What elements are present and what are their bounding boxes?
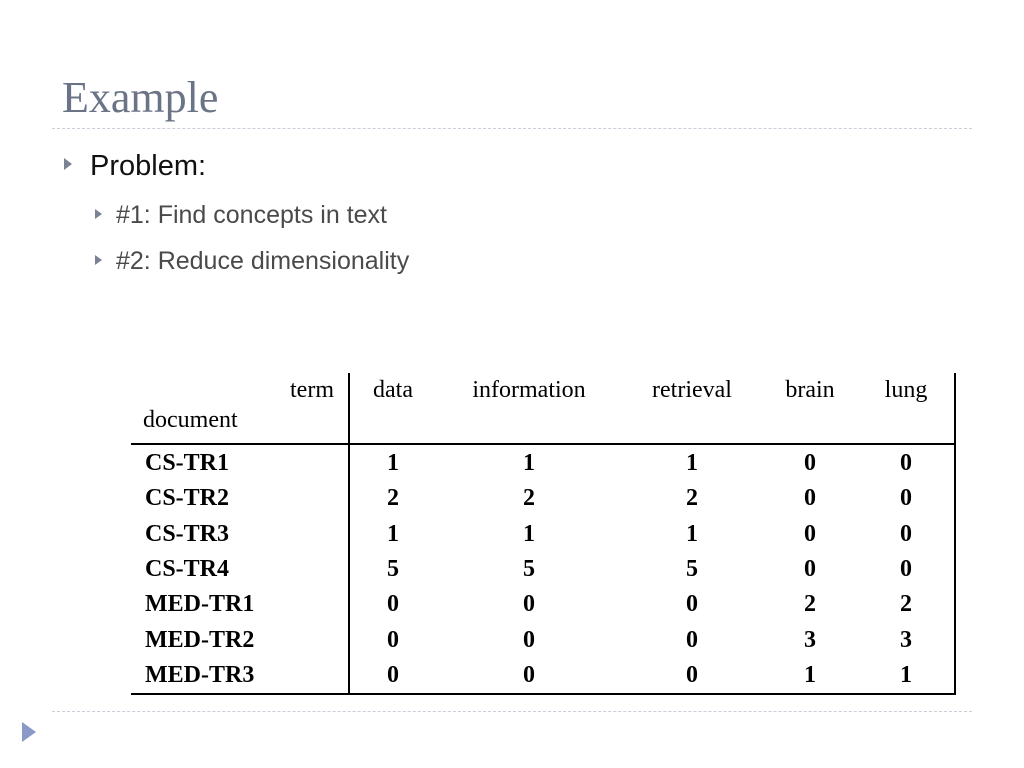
corner-term-label: term	[131, 373, 349, 405]
table-row	[131, 587, 955, 622]
sub-bullet-1	[95, 199, 387, 231]
table-cell: 0	[686, 591, 698, 618]
table-cell: 0	[387, 626, 399, 653]
table-cell: 0	[622, 658, 762, 694]
table-cell: 2	[686, 485, 698, 512]
col-header-lung: lung	[858, 373, 955, 405]
next-slide-arrow-icon[interactable]	[22, 722, 36, 742]
table-cell: 2	[523, 485, 535, 512]
triangle-bullet-icon	[95, 255, 102, 265]
row-label: CS-TR4	[131, 551, 349, 586]
row-label: CS-TR3	[131, 516, 349, 551]
bullet-problem	[64, 148, 206, 184]
table-row	[131, 516, 955, 551]
table-row	[131, 551, 955, 586]
sub-bullet-2-text: #2: Reduce dimensionality	[116, 247, 410, 275]
triangle-bullet-icon	[95, 209, 102, 219]
slide-title: Example	[62, 73, 219, 122]
table-row	[131, 444, 955, 480]
row-label: MED-TR3	[131, 658, 349, 694]
table-cell: 0	[523, 591, 535, 618]
table-cell: 5	[523, 555, 535, 582]
corner-document-label: document	[131, 405, 349, 444]
table-cell: 5	[686, 555, 698, 582]
table-cell: 1	[686, 449, 698, 476]
footer-divider	[52, 711, 972, 712]
table-row	[131, 622, 955, 657]
table-cell: 0	[804, 555, 816, 582]
row-label: CS-TR1	[131, 444, 349, 480]
table-cell: 3	[804, 626, 816, 653]
table-cell: 0	[523, 626, 535, 653]
table-cell: 1	[523, 520, 535, 547]
table-cell: 0	[686, 626, 698, 653]
table-cell: 1	[686, 520, 698, 547]
table-cell: 1	[523, 449, 535, 476]
table-cell: 0	[804, 520, 816, 547]
table-row	[131, 480, 955, 515]
triangle-bullet-icon	[64, 158, 72, 170]
table-cell: 0	[858, 480, 955, 515]
table-cell: 1	[387, 449, 399, 476]
col-header-information: information	[472, 377, 586, 403]
col-header-data: data	[373, 377, 413, 403]
table-cell: 1	[858, 658, 955, 694]
table-cell: 0	[436, 658, 622, 694]
table-cell: 0	[858, 516, 955, 551]
col-header-brain: brain	[785, 377, 835, 403]
row-label: MED-TR1	[131, 587, 349, 622]
sub-bullet-2	[95, 245, 409, 277]
table-cell: 2	[804, 591, 816, 618]
table-cell: 1	[762, 658, 858, 694]
table-cell: 0	[387, 591, 399, 618]
table-cell: 0	[858, 444, 955, 480]
row-label: CS-TR2	[131, 480, 349, 515]
table-cell: 1	[387, 520, 399, 547]
sub-bullet-1-text: #1: Find concepts in text	[116, 201, 387, 229]
table-cell: 5	[387, 555, 399, 582]
table-cell: 0	[858, 551, 955, 586]
table-cell: 0	[349, 658, 436, 694]
table-cell: 2	[858, 587, 955, 622]
col-header-retrieval: retrieval	[652, 377, 732, 403]
bullet-problem-text: Problem:	[90, 150, 207, 182]
table-cell: 0	[804, 485, 816, 512]
table-cell: 2	[387, 485, 399, 512]
table-cell: 3	[858, 622, 955, 657]
title-divider	[52, 128, 972, 129]
row-label: MED-TR2	[131, 622, 349, 657]
term-document-matrix	[131, 373, 956, 695]
table-row	[131, 658, 955, 694]
table-cell: 0	[804, 449, 816, 476]
